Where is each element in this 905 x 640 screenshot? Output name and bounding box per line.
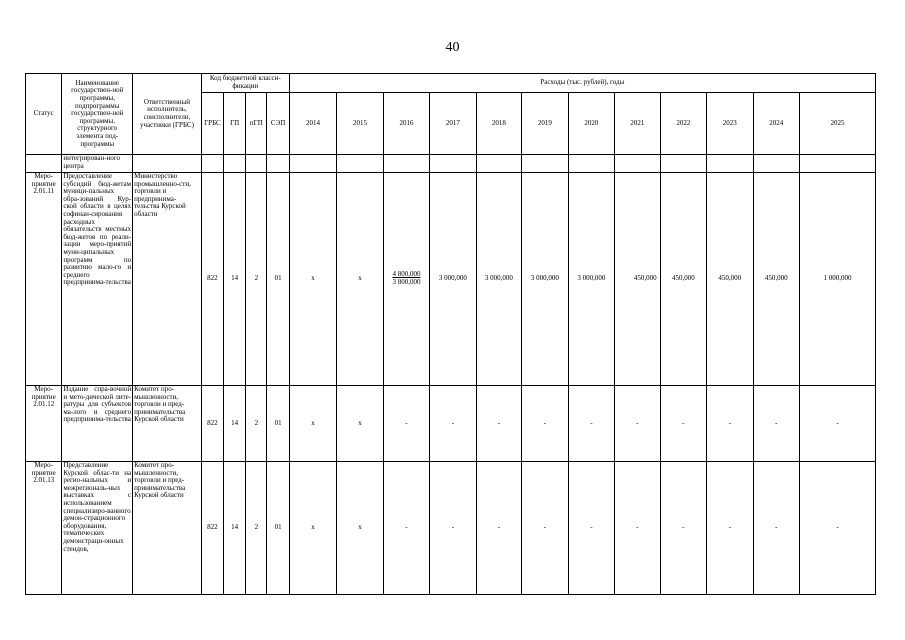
cell-name: Предоставление субсидий бюд-жетам муници-пальных обра-зований Кур-ской области в целях софинан-сирования расходных обязательств местных бюд-жетов по реали-зации меро-приятий муни-ципальных программ по развитию мало-го и среднего предпринима-тельства [62, 173, 133, 386]
cell-2022: - [660, 462, 706, 595]
cell-2022: 450,000 [660, 173, 706, 386]
header-status: Статус [26, 74, 62, 155]
cell-name: интегрирован-ного центра [62, 155, 133, 173]
header-year-2019: 2019 [522, 93, 568, 155]
cell-2014: x [289, 462, 336, 595]
cell-2024: 450,000 [753, 173, 799, 386]
cell-2016 [383, 173, 429, 386]
header-year-2021: 2021 [615, 93, 660, 155]
cell-2020: 3 000,000 [568, 173, 614, 386]
cell-2023: 450,000 [707, 173, 753, 386]
cell-responsible: Комитет про-мышленности, торговли и пред-принимательства Курской области [133, 462, 202, 595]
cell-sep: 01 [267, 386, 289, 462]
cell-grbs: 822 [201, 462, 223, 595]
cell-gp: 14 [224, 462, 246, 595]
cell-empty [753, 155, 799, 173]
cell-gp: 14 [224, 386, 246, 462]
amended-value [392, 271, 420, 286]
header-year-2025: 2025 [800, 93, 876, 155]
cell-responsible [133, 155, 202, 173]
cell-2015: x [337, 173, 383, 386]
header-responsible: Ответственный исполнитель, соисполнители, участники (ГРБС) [133, 74, 202, 155]
header-code-grbs: ГРБС [201, 93, 223, 155]
cell-2015: x [337, 462, 383, 595]
cell-grbs: 822 [201, 386, 223, 462]
cell-empty [707, 155, 753, 173]
header-row-1 [26, 74, 876, 93]
cell-2014: x [289, 386, 336, 462]
cell-2018: - [476, 462, 521, 595]
cell-sep: 01 [267, 173, 289, 386]
cell-2016: - [383, 386, 429, 462]
cell-empty [289, 155, 336, 173]
cell-2019: 3 000,000 [522, 173, 568, 386]
cell-2023: - [707, 462, 753, 595]
header-code-pgp: пГП [246, 93, 267, 155]
header-year-2020: 2020 [568, 93, 614, 155]
cell-2021: 450,000 [615, 173, 660, 386]
header-year-2014: 2014 [289, 93, 336, 155]
budget-table [25, 73, 876, 595]
cell-status: Меро-приятие 2.01.11 [26, 173, 62, 386]
header-year-2017: 2017 [430, 93, 476, 155]
cell-pgp: 2 [246, 386, 267, 462]
header-year-2024: 2024 [753, 93, 799, 155]
header-code-gp: ГП [224, 93, 246, 155]
cell-2024: - [753, 462, 799, 595]
cell-empty [522, 155, 568, 173]
cell-empty [267, 155, 289, 173]
cell-responsible: Комитет про-мышленности, торговли и пред-принимательства Курской области [133, 386, 202, 462]
table-row-2-01-11 [26, 173, 876, 386]
cell-gp: 14 [224, 173, 246, 386]
header-name: Наименование государствен-ной программы, подпрограммы государствен-ной программы, структурного элемента под-программы [62, 74, 133, 155]
table-row-2-01-13 [26, 462, 876, 595]
cell-2017: - [430, 462, 476, 595]
header-year-2023: 2023 [707, 93, 753, 155]
cell-grbs: 822 [201, 173, 223, 386]
cell-2022: - [660, 386, 706, 462]
cell-2021: - [615, 386, 660, 462]
cell-2018: - [476, 386, 521, 462]
cell-2019: - [522, 386, 568, 462]
cell-empty [476, 155, 521, 173]
cell-2018: 3 000,000 [476, 173, 521, 386]
header-expenses: Расходы (тыс. рублей), годы [289, 74, 875, 93]
cell-2019: - [522, 462, 568, 595]
cell-empty [568, 155, 614, 173]
cell-name: Издание спра-вочной и мето-дической лите-ратуры для субъектов ма-лого и среднего предпринима-тельства [62, 386, 133, 462]
cell-empty [246, 155, 267, 173]
page-number: 40 [445, 40, 460, 55]
cell-2021: - [615, 462, 660, 595]
cell-2025: - [800, 386, 876, 462]
cell-2017: - [430, 386, 476, 462]
cell-sep: 01 [267, 462, 289, 595]
cell-empty [201, 155, 223, 173]
table-row-2-01-12 [26, 386, 876, 462]
header-budget-code: Код бюджетной класси-фикации [201, 74, 289, 93]
cell-empty [800, 155, 876, 173]
cell-empty [383, 155, 429, 173]
cell-empty [224, 155, 246, 173]
cell-empty [660, 155, 706, 173]
header-year-2015: 2015 [337, 93, 383, 155]
cell-status: Меро-приятие 2.01.12 [26, 386, 62, 462]
cell-2020: - [568, 386, 614, 462]
cell-empty [337, 155, 383, 173]
cell-2025: 1 000,000 [800, 173, 876, 386]
cell-2025: - [800, 462, 876, 595]
header-code-sep: СЭП [267, 93, 289, 155]
cell-2024: - [753, 386, 799, 462]
header-year-2016: 2016 [383, 93, 429, 155]
cell-status: Меро-приятие 2.01.13 [26, 462, 62, 595]
table-row-continuation [26, 155, 876, 173]
cell-2016: - [383, 462, 429, 595]
cell-empty [430, 155, 476, 173]
cell-pgp: 2 [246, 173, 267, 386]
header-year-2022: 2022 [660, 93, 706, 155]
cell-empty [615, 155, 660, 173]
cell-2023: - [707, 386, 753, 462]
header-year-2018: 2018 [476, 93, 521, 155]
cell-pgp: 2 [246, 462, 267, 595]
value-lower: 3 800,000 [392, 278, 421, 286]
cell-2015: x [337, 386, 383, 462]
cell-name: Представление Курской облас-ти на регио-нальных и межрегиональ-ных выставках с использованием специализиро-ванного демон-страционного оборудования, тематических демонстраци-онных стендов, [62, 462, 133, 595]
cell-responsible: Министерство промышленно-сти, торговли и предпринима-тельства Курской области [133, 173, 202, 386]
value-upper: 4 800,000 [392, 270, 421, 279]
cell-status [26, 155, 62, 173]
cell-2014: x [289, 173, 336, 386]
cell-2020: - [568, 462, 614, 595]
cell-2017: 3 000,000 [430, 173, 476, 386]
